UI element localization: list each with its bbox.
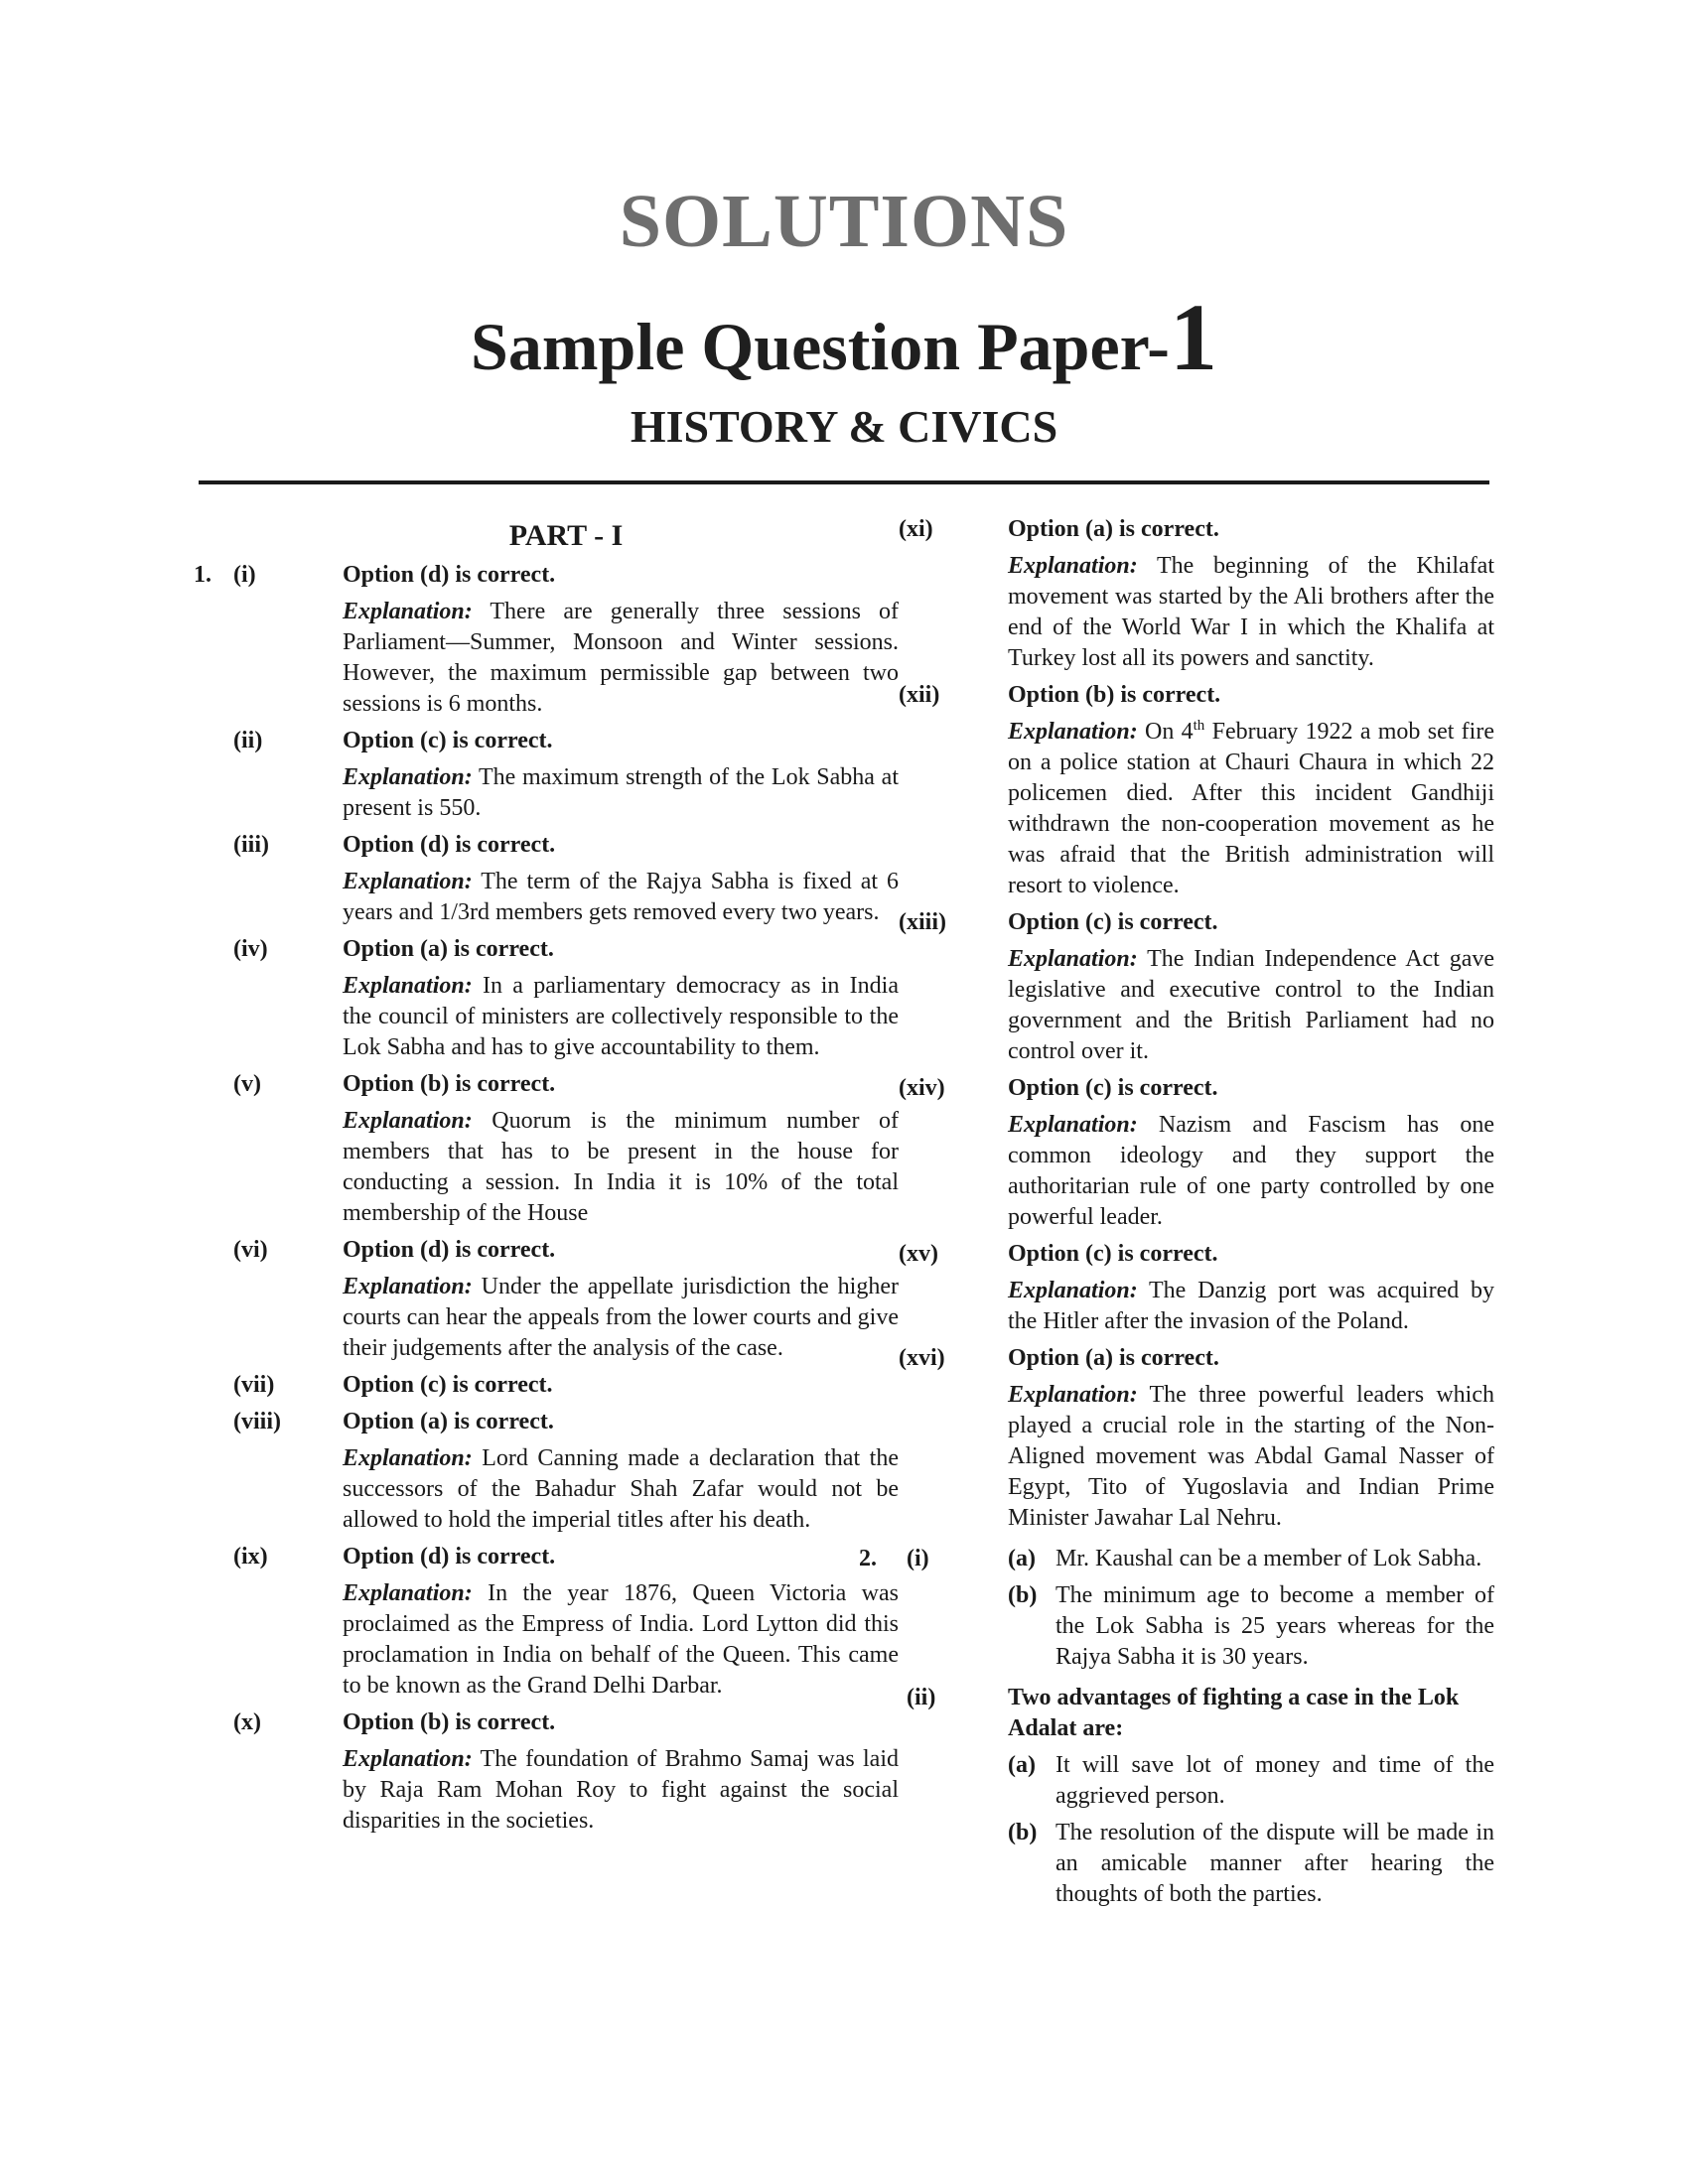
option-answer: Option (c) is correct. (343, 1372, 553, 1398)
question-number: 2. (859, 1546, 877, 1571)
option-answer: Option (a) is correct. (1008, 516, 1219, 542)
answer-item (899, 1073, 1494, 1233)
option-answer: Option (a) is correct. (343, 936, 554, 962)
answer-item (233, 1069, 899, 1229)
ordinal-superscript: th (1193, 718, 1205, 734)
answer-item (233, 726, 899, 824)
roman-numeral: (iv) (233, 936, 268, 962)
explanation (1008, 717, 1494, 901)
explanation-text: The Indian Independence Act gave legislative and executive control to the Indian government and the British Parliament had no control over it. (1008, 946, 1494, 1064)
roman-numeral: (xi) (899, 516, 933, 542)
answer-item (194, 560, 899, 720)
explanation-label: Explanation: (1008, 1112, 1138, 1138)
explanation (343, 1443, 899, 1536)
answer-item (233, 1707, 899, 1837)
sub-answer-text: The minimum age to become a member of the Lok Sabha is 25 years whereas for the Rajya Sabha it is 30 years. (1055, 1582, 1494, 1670)
roman-numeral: (vi) (233, 1237, 268, 1263)
option-answer: Option (c) is correct. (343, 728, 553, 753)
explanation-text: There are generally three sessions of Parliament—Summer, Monsoon and Winter sessions. However, the maximum permissible gap between two sessions is 6 months. (343, 599, 899, 717)
explanation (343, 971, 899, 1063)
roman-numeral: (xiii) (899, 909, 946, 935)
explanation-label: Explanation: (343, 1445, 473, 1471)
sub-label: (a) (1008, 1752, 1036, 1778)
explanation-text: The foundation of Brahmo Samaj was laid by Raja Ram Mohan Roy to fight against the social disparities in the societies. (343, 1746, 899, 1834)
sub-label: (b) (1008, 1582, 1038, 1608)
explanation (1008, 551, 1494, 674)
answer-item (899, 907, 1494, 1067)
explanation (343, 1744, 899, 1837)
sub-answer (1008, 1580, 1494, 1673)
option-answer: Option (a) is correct. (1008, 1345, 1219, 1371)
explanation-label: Explanation: (343, 1108, 473, 1134)
explanation-text: The term of the Rajya Sabha is fixed at 6 years and 1/3rd members gets removed every two years. (343, 869, 899, 925)
roman-numeral: (ii) (233, 728, 263, 753)
header-divider (199, 480, 1489, 484)
explanation (1008, 944, 1494, 1067)
explanation-label: Explanation: (343, 973, 473, 999)
sub-answer-text: It will save lot of money and time of the aggrieved person. (1055, 1752, 1494, 1809)
roman-numeral: (i) (907, 1546, 929, 1571)
explanation-text: Quorum is the minimum number of members that has to be present in the house for conducting a session. In India it is 10% of the total membership of the House (343, 1108, 899, 1226)
paper-title (0, 284, 1688, 391)
explanation-text: The three powerful leaders which played a crucial role in the starting of the Non-Aligned movement was Abdal Gamal Nasser of Egypt, Tito of Yugoslavia and Indian Prime Minister Jawahar Lal Nehru. (1008, 1382, 1494, 1531)
explanation-label: Explanation: (1008, 946, 1138, 972)
sub-answer (1008, 1750, 1494, 1812)
explanation-label: Explanation: (1008, 553, 1138, 579)
explanation-label: Explanation: (343, 1746, 473, 1772)
sub-label: (b) (1008, 1820, 1038, 1845)
paper-number: 1 (1169, 284, 1217, 390)
part-title: PART - I (508, 519, 624, 552)
explanation (1008, 1380, 1494, 1534)
explanation-label: Explanation: (1008, 1382, 1138, 1408)
roman-numeral: (vii) (233, 1372, 275, 1398)
answer-item (899, 1683, 1494, 1910)
explanation-text: Lord Canning made a declaration that the successors of the Bahadur Shah Zafar would not be allowed to hold the imperial titles after his death. (343, 1445, 899, 1533)
answer-item (233, 1370, 899, 1401)
explanation-text: In the year 1876, Queen Victoria was proclaimed as the Empress of India. Lord Lytton did this proclamation in India on behalf of the Queen. This came to be known as the Grand Delhi Darbar. (343, 1580, 899, 1699)
sub-answer (1008, 1544, 1494, 1574)
solutions-heading: SOLUTIONS (619, 180, 1069, 263)
roman-numeral: (x) (233, 1709, 261, 1735)
roman-numeral: (xiv) (899, 1075, 945, 1101)
explanation-label: Explanation: (343, 599, 473, 624)
answer-item (899, 1343, 1494, 1534)
answer-item (233, 934, 899, 1063)
option-answer: Option (b) is correct. (343, 1071, 556, 1097)
explanation (1008, 1276, 1494, 1337)
roman-numeral: (viii) (233, 1409, 281, 1434)
explanation-text-end: February 1922 a mob set fire on a police station at Chauri Chaura in which 22 policemen died. After this incident Gandhiji withdrawn the non-cooperation movement as he was afraid that the British administration will resort to violence. (1008, 719, 1494, 898)
roman-numeral: (ix) (233, 1544, 268, 1570)
explanation-text: The Danzig port was acquired by the Hitler after the invasion of the Poland. (1008, 1278, 1494, 1334)
sub-answer-text: The resolution of the dispute will be made in an amicable manner after hearing the thoughts of both the parties. (1055, 1820, 1494, 1907)
sub-label: (a) (1008, 1546, 1036, 1571)
explanation-label: Explanation: (343, 1274, 473, 1299)
explanation (343, 867, 899, 928)
roman-numeral: (xvi) (899, 1345, 945, 1371)
explanation (343, 1106, 899, 1229)
roman-numeral: (xv) (899, 1241, 938, 1267)
explanation-label: Explanation: (343, 1580, 473, 1606)
roman-numeral: (iii) (233, 832, 269, 858)
option-answer: Option (d) is correct. (343, 562, 556, 588)
answer-item (859, 1544, 1494, 1673)
answer-item (233, 1542, 899, 1702)
explanation-label: Explanation: (1008, 1278, 1138, 1303)
explanation-label: Explanation: (1008, 719, 1138, 745)
roman-numeral: (i) (233, 562, 256, 588)
option-answer: Option (c) is correct. (1008, 1241, 1218, 1267)
explanation-text: The beginning of the Khilafat movement was started by the Ali brothers after the end of the World War I in which the Khalifa at Turkey lost all its powers and sanctity. (1008, 553, 1494, 671)
answer-item (233, 830, 899, 928)
option-answer: Option (a) is correct. (343, 1409, 554, 1434)
explanation (343, 597, 899, 720)
sub-answer-text: Mr. Kaushal can be a member of Lok Sabha. (1055, 1546, 1482, 1571)
explanation (1008, 1110, 1494, 1233)
left-column (194, 514, 899, 1843)
roman-numeral: (ii) (907, 1685, 936, 1710)
explanation (343, 762, 899, 824)
explanation-text: Nazism and Fascism has one common ideology and they support the authoritarian rule of one party controlled by one powerful leader. (1008, 1112, 1494, 1230)
explanation-text: Under the appellate jurisdiction the higher courts can hear the appeals from the lower courts and give their judgements after the analysis of the case. (343, 1274, 899, 1361)
paper-title-prefix: Sample Question Paper- (471, 309, 1170, 384)
subject-heading: HISTORY & CIVICS (630, 401, 1058, 452)
explanation-label: Explanation: (343, 869, 473, 894)
roman-numeral: (xii) (899, 682, 940, 708)
explanation-text-start: On 4 (1137, 719, 1194, 745)
option-answer: Option (d) is correct. (343, 1237, 556, 1263)
option-answer: Option (b) is correct. (1008, 682, 1221, 708)
explanation-text: The maximum strength of the Lok Sabha at present is 550. (343, 764, 899, 821)
option-answer: Option (d) is correct. (343, 832, 556, 858)
option-answer: Option (c) is correct. (1008, 1075, 1218, 1101)
answer-item (899, 514, 1494, 674)
answer-item (233, 1407, 899, 1536)
sub-question-heading: Two advantages of fighting a case in the Lok Adalat are: (1008, 1685, 1460, 1741)
answer-item (899, 1239, 1494, 1337)
option-answer: Option (c) is correct. (1008, 909, 1218, 935)
answer-item (233, 1235, 899, 1364)
option-answer: Option (d) is correct. (343, 1544, 556, 1570)
explanation-text: In a parliamentary democracy as in India the council of ministers are collectively responsible to the Lok Sabha and has to give accountability to them. (343, 973, 899, 1060)
question-number: 1. (194, 562, 211, 588)
right-column (859, 514, 1494, 1916)
sub-answer (1008, 1818, 1494, 1910)
option-answer: Option (b) is correct. (343, 1709, 556, 1735)
answer-item (899, 680, 1494, 901)
explanation (343, 1578, 899, 1702)
roman-numeral: (v) (233, 1071, 261, 1097)
explanation (343, 1272, 899, 1364)
explanation-label: Explanation: (343, 764, 473, 790)
